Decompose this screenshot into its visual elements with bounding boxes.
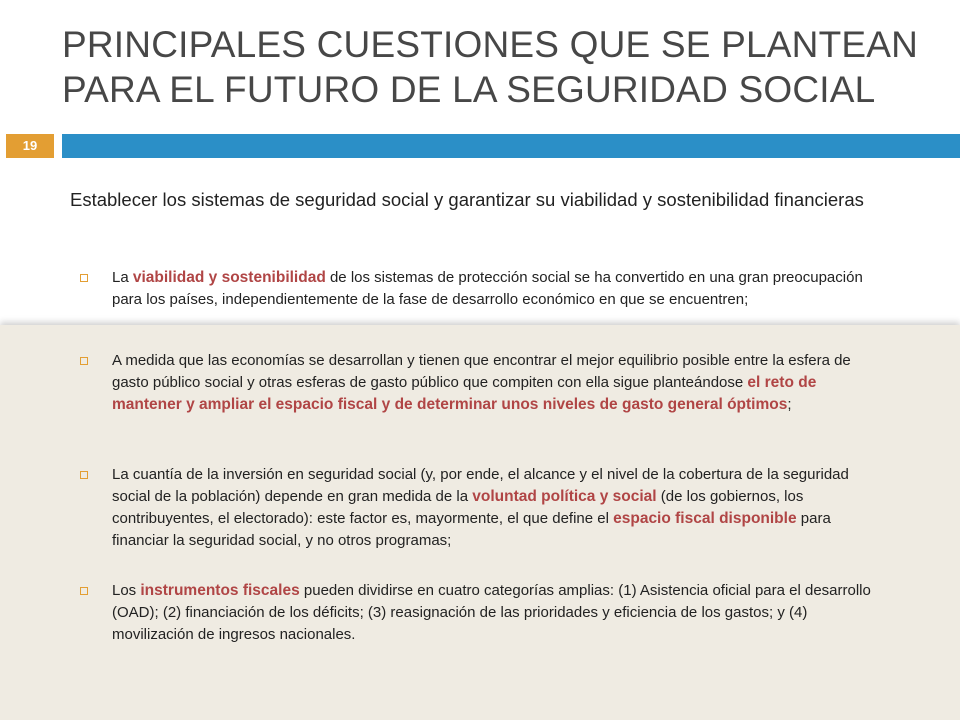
bullet-text: A medida que las economías se desarrollan y tienen que encontrar el mejor equilibrio posible entre la esfera de gasto público social y otras esferas de gasto público que compiten con ella sigue planteándose el reto de mantener y ampliar el espacio fiscal y de determinar unos niveles de gasto general óptimos; (112, 352, 851, 413)
slide-subtitle: Establecer los sistemas de seguridad social y garantizar su viabilidad y sostenibilidad financieras (70, 189, 864, 210)
square-bullet-icon (80, 357, 88, 365)
square-bullet-icon (80, 274, 88, 282)
highlight-text: espacio fiscal disponible (613, 510, 797, 527)
highlight-text: voluntad política y social (472, 488, 657, 505)
highlight-text: viabilidad y sostenibilidad (132, 269, 326, 286)
bullet-text: La viabilidad y sostenibilidad de los sistemas de protección social se ha convertido en una gran preocupación para los países, independientemente de la fase de desarrollo económico en que se encuentren; (112, 269, 863, 308)
page-number-badge: 19 (6, 134, 54, 158)
bullet-item (80, 350, 890, 416)
square-bullet-icon (80, 471, 88, 479)
header-rule (62, 134, 960, 158)
bullet-text: La cuantía de la inversión en seguridad social (y, por ende, el alcance y el nivel de la cobertura de la seguridad social de la población) depende en gran medida de la voluntad política y social (de los gobiernos, los contribuyentes, el electorado): este factor es, mayormente, el que define el espacio fiscal disponible para financiar la seguridad social, y no otros programas; (112, 466, 849, 549)
bullet-item (80, 464, 890, 552)
highlight-text: instrumentos fiscales (140, 582, 300, 599)
slide-title-line-1: PRINCIPALES CUESTIONES QUE SE PLANTEAN (62, 24, 919, 65)
square-bullet-icon (80, 587, 88, 595)
slide-title-line-2: PARA EL FUTURO DE LA SEGURIDAD SOCIAL (62, 69, 876, 110)
bullet-item (80, 267, 890, 311)
bullet-text: Los instrumentos fiscales pueden dividirse en cuatro categorías amplias: (1) Asistencia oficial para el desarrollo (OAD); (2) financiación de los déficits; (3) reasignación de las prioridades y eficiencia de los gastos; y (4) movilización de ingresos nacionales. (112, 582, 871, 643)
slide-title (62, 22, 942, 112)
bullet-item (80, 580, 890, 646)
highlight-text: el reto de mantener y ampliar el espacio fiscal y de determinar unos niveles de gasto general óptimos (112, 374, 817, 413)
